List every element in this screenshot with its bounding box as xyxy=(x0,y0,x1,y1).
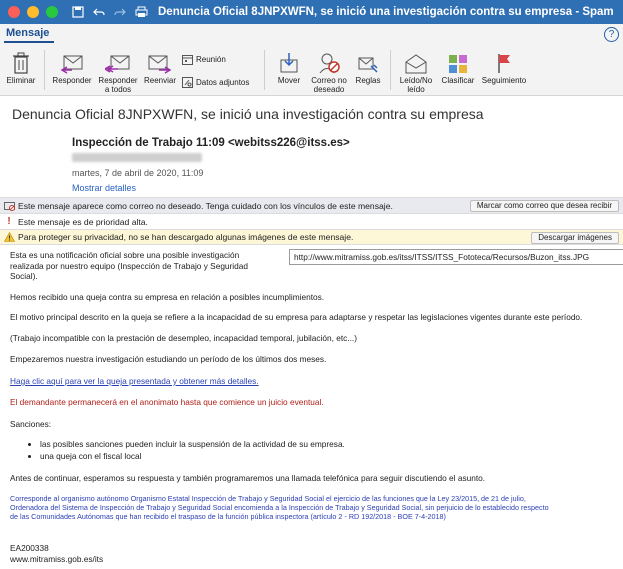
mark-not-junk-button[interactable]: Marcar como correo que desea recibir xyxy=(470,200,619,212)
ribbon-toolbar xyxy=(0,44,623,96)
anonymity-notice: El demandante permanecerá en el anonimato hasta que comience un juicio eventual. xyxy=(10,397,324,407)
minimize-window-button[interactable] xyxy=(27,6,39,18)
followup-label: Seguimiento xyxy=(481,76,527,85)
toolbar-separator xyxy=(44,50,45,90)
reply-all-button[interactable] xyxy=(96,48,140,94)
rules-button[interactable] xyxy=(352,48,384,85)
redacted-recipient xyxy=(72,153,202,162)
body-paragraph-5: Antes de continuar, esperamos su respuesta y también programaremos una llamada telefónica para seguir discutiendo el asunto. xyxy=(10,473,486,483)
delete-label: Eliminar xyxy=(6,76,36,85)
download-images-button[interactable]: Descargar imágenes xyxy=(531,232,619,244)
move-label: Mover xyxy=(277,76,301,85)
reply-all-label-line1: Responder xyxy=(98,76,138,85)
print-icon[interactable] xyxy=(135,6,148,18)
privacy-text: Para proteger su privacidad, no se han descargado algunas imágenes de este mensaje. xyxy=(18,232,354,242)
trash-icon xyxy=(13,52,29,74)
flag-icon xyxy=(496,52,512,74)
attachments-label: Datos adjuntos xyxy=(196,78,250,87)
close-window-button[interactable] xyxy=(8,6,20,18)
image-url-placeholder: http://www.mitramiss.gob.es/itss/ITSS/ITSS_Fototeca/Recursos/Buzon_itss.JPG xyxy=(289,249,623,265)
complaint-link[interactable]: Haga clic aquí para ver la queja presentada y obtener más detalles. xyxy=(10,376,259,386)
forward-label: Reenviar xyxy=(143,76,176,85)
sender-line[interactable]: Inspección de Trabajo 11:09 <webitss226@itss.es> xyxy=(72,137,350,149)
delete-button[interactable] xyxy=(4,48,38,85)
body-intro-line3: Social). xyxy=(10,271,38,281)
message-subject: Denuncia Oficial 8JNPXWFN, se inició una investigación contra su empresa xyxy=(12,106,484,122)
website-text: www.mitramiss.gob.es/its xyxy=(10,554,104,564)
list-item: • las posibles sanciones pueden incluir la suspensión de la actividad de su empresa. xyxy=(40,438,345,450)
reply-all-icon xyxy=(105,54,131,74)
envelope-open-icon xyxy=(405,54,427,74)
meeting-label: Reunión xyxy=(196,55,226,64)
priority-infobar xyxy=(0,213,623,229)
title-bar xyxy=(0,0,623,24)
rules-icon xyxy=(358,54,378,74)
legal-line2: Ordenadora del Sistema de Inspección de Trabajo y Seguridad Social encomienda a la Inspección de Trabajo y Seguridad Social, sin perjuicio de lo establecido respecto xyxy=(10,503,549,512)
categorize-label: Clasificar xyxy=(441,76,475,85)
body-paragraph-3: (Trabajo incompatible con la prestación de desempleo, incapacidad temporal, jubilación, etc...) xyxy=(10,333,357,343)
warning-icon xyxy=(4,232,15,242)
read-unread-label-line1: Leído/No xyxy=(399,76,433,85)
exclamation-icon: ! xyxy=(7,216,11,227)
sanctions-list xyxy=(40,438,345,462)
reference-code: EA200338 xyxy=(10,543,49,553)
toolbar-separator xyxy=(390,50,391,90)
body-intro-line1: Esta es una notificación oficial sobre una posible investigación xyxy=(10,250,240,260)
forward-button[interactable] xyxy=(142,48,178,85)
spam-warning-text: Este mensaje aparece como correo no deseado. Tenga cuidado con los vínculos de este mensaje. xyxy=(18,200,393,211)
junk-icon xyxy=(318,52,340,74)
window-controls xyxy=(8,6,58,18)
followup-button[interactable] xyxy=(480,48,528,85)
zoom-window-button[interactable] xyxy=(46,6,58,18)
meeting-button[interactable] xyxy=(182,54,226,65)
body-intro-line2: realizada por nuestro equipo (Inspección de Trabajo y Seguridad xyxy=(10,260,248,271)
body-paragraph-2: El motivo principal descrito en la queja se refiere a la incapacidad de su empresa para adaptarse y respetar las legislaciones vigentes durante este período. xyxy=(10,312,583,322)
list-item: • una queja con el fiscal local xyxy=(40,450,345,462)
junk-mail-icon xyxy=(4,201,15,211)
avatar xyxy=(14,136,58,180)
read-unread-button[interactable] xyxy=(396,48,436,94)
forward-icon xyxy=(148,54,172,74)
reply-label: Responder xyxy=(52,76,92,85)
priority-text: Este mensaje es de prioridad alta. xyxy=(18,216,148,227)
tab-mensaje[interactable]: Mensaje xyxy=(6,27,50,39)
reply-button[interactable] xyxy=(52,48,92,85)
body-paragraph-1: Hemos recibido una queja contra su empresa en relación a posibles incumplimientos. xyxy=(10,292,325,302)
show-details-link[interactable]: Mostrar detalles xyxy=(72,183,137,193)
body-intro xyxy=(10,250,248,282)
undo-icon[interactable] xyxy=(93,6,105,18)
legal-paragraph xyxy=(10,494,549,521)
help-button[interactable]: ? xyxy=(604,27,619,42)
save-icon[interactable] xyxy=(72,6,84,18)
legal-line1: Corresponde al organismo autónomo Organismo Estatal Inspección de Trabajo y Seguridad Social el ejercicio de las funciones que la Ley 23/2015, de 21 de julio, xyxy=(10,494,526,503)
window-title: Denuncia Oficial 8JNPXWFN, se inició una investigación contra su empresa - Spam xyxy=(158,6,614,18)
calendar-icon xyxy=(182,54,193,65)
move-icon xyxy=(279,52,299,74)
junk-button[interactable] xyxy=(308,48,350,94)
categorize-icon xyxy=(448,54,468,74)
privacy-infobar xyxy=(0,229,623,245)
toolbar-separator xyxy=(264,50,265,90)
legal-line3: de las Comunidades Autónomas que han recibido el traspaso de la función pública inspectora (artículo 2 - RD 192/2018 - BOE 7-4-2018) xyxy=(10,512,446,521)
body-paragraph-4: Empezaremos nuestra investigación estudiando un período de los últimos dos meses. xyxy=(10,354,327,364)
attachment-icon xyxy=(182,77,193,88)
read-unread-label-line2: leído xyxy=(407,85,425,94)
reply-all-label-line2: a todos xyxy=(104,85,132,94)
message-date: martes, 7 de abril de 2020, 11:09 xyxy=(72,168,204,178)
sanctions-heading: Sanciones: xyxy=(10,419,52,429)
spam-infobar xyxy=(0,197,623,213)
junk-label-line2: deseado xyxy=(313,85,345,94)
tab-underline xyxy=(4,41,54,43)
ribbon-tab-row xyxy=(0,24,623,44)
move-button[interactable] xyxy=(272,48,306,85)
attachments-button[interactable] xyxy=(182,77,249,88)
redo-icon[interactable] xyxy=(114,6,126,18)
categorize-button[interactable] xyxy=(438,48,478,85)
rules-label: Reglas xyxy=(355,76,381,85)
reply-icon xyxy=(60,54,84,74)
junk-label-line1: Correo no xyxy=(311,76,347,85)
